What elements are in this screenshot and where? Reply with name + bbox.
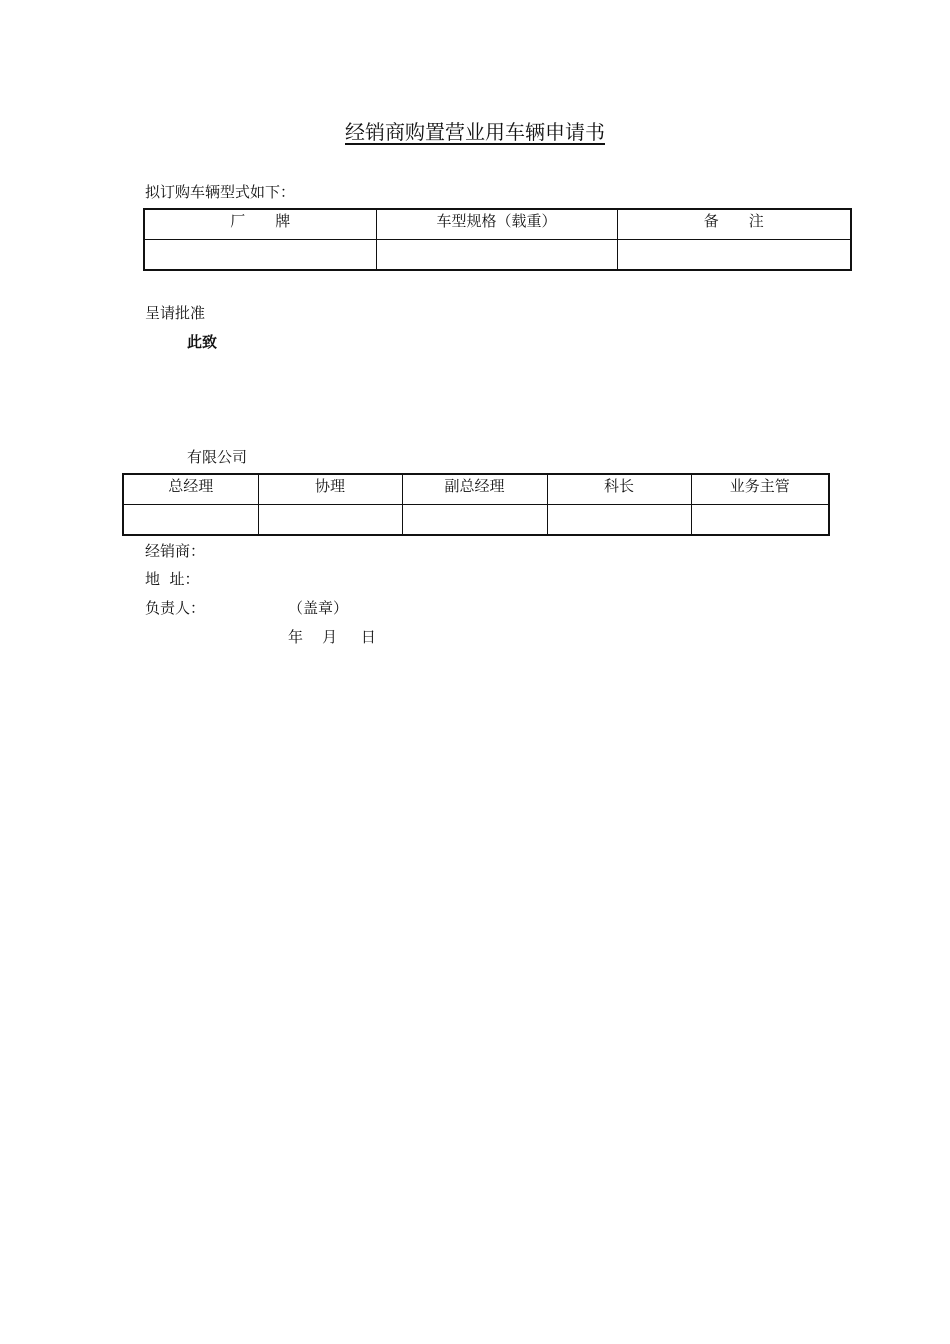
- table-row: [123, 505, 829, 536]
- date-line: 年 月 日: [288, 628, 376, 646]
- header-remarks: 备 注: [617, 209, 851, 240]
- header-model-spec: 车型规格（载重）: [376, 209, 617, 240]
- cell-deputy-general-manager-sign[interactable]: [402, 505, 547, 536]
- header-section-chief: 科长: [547, 474, 691, 505]
- vehicle-table-header: [144, 209, 851, 240]
- cell-business-supervisor-sign[interactable]: [691, 505, 829, 536]
- approval-table: [122, 473, 830, 536]
- header-brand: 厂 牌: [144, 209, 376, 240]
- header-general-manager: 总经理: [123, 474, 258, 505]
- cell-model-spec[interactable]: [376, 240, 617, 271]
- header-deputy-general-manager: 副总经理: [402, 474, 547, 505]
- cell-general-manager-sign[interactable]: [123, 505, 258, 536]
- address-label: 地 址：: [145, 570, 200, 588]
- request-text: 呈请批准: [145, 304, 206, 322]
- dealer-label: 经销商：: [145, 542, 206, 560]
- document-title: 经销商购置营业用车辆申请书: [345, 120, 605, 144]
- cell-remarks[interactable]: [617, 240, 851, 271]
- seal-label: （盖章）: [288, 599, 349, 617]
- approval-table-header: [123, 474, 829, 505]
- cell-section-chief-sign[interactable]: [547, 505, 691, 536]
- header-business-supervisor: 业务主管: [691, 474, 829, 505]
- salutation-text: 此致: [187, 333, 218, 351]
- company-name: 有限公司: [187, 448, 248, 466]
- cell-associate-manager-sign[interactable]: [258, 505, 402, 536]
- person-in-charge-label: 负责人：: [145, 599, 206, 617]
- intro-text: 拟订购车辆型式如下：: [145, 183, 296, 201]
- vehicle-table: [143, 208, 852, 271]
- cell-brand[interactable]: [144, 240, 376, 271]
- table-row: [144, 240, 851, 271]
- header-associate-manager: 协理: [258, 474, 402, 505]
